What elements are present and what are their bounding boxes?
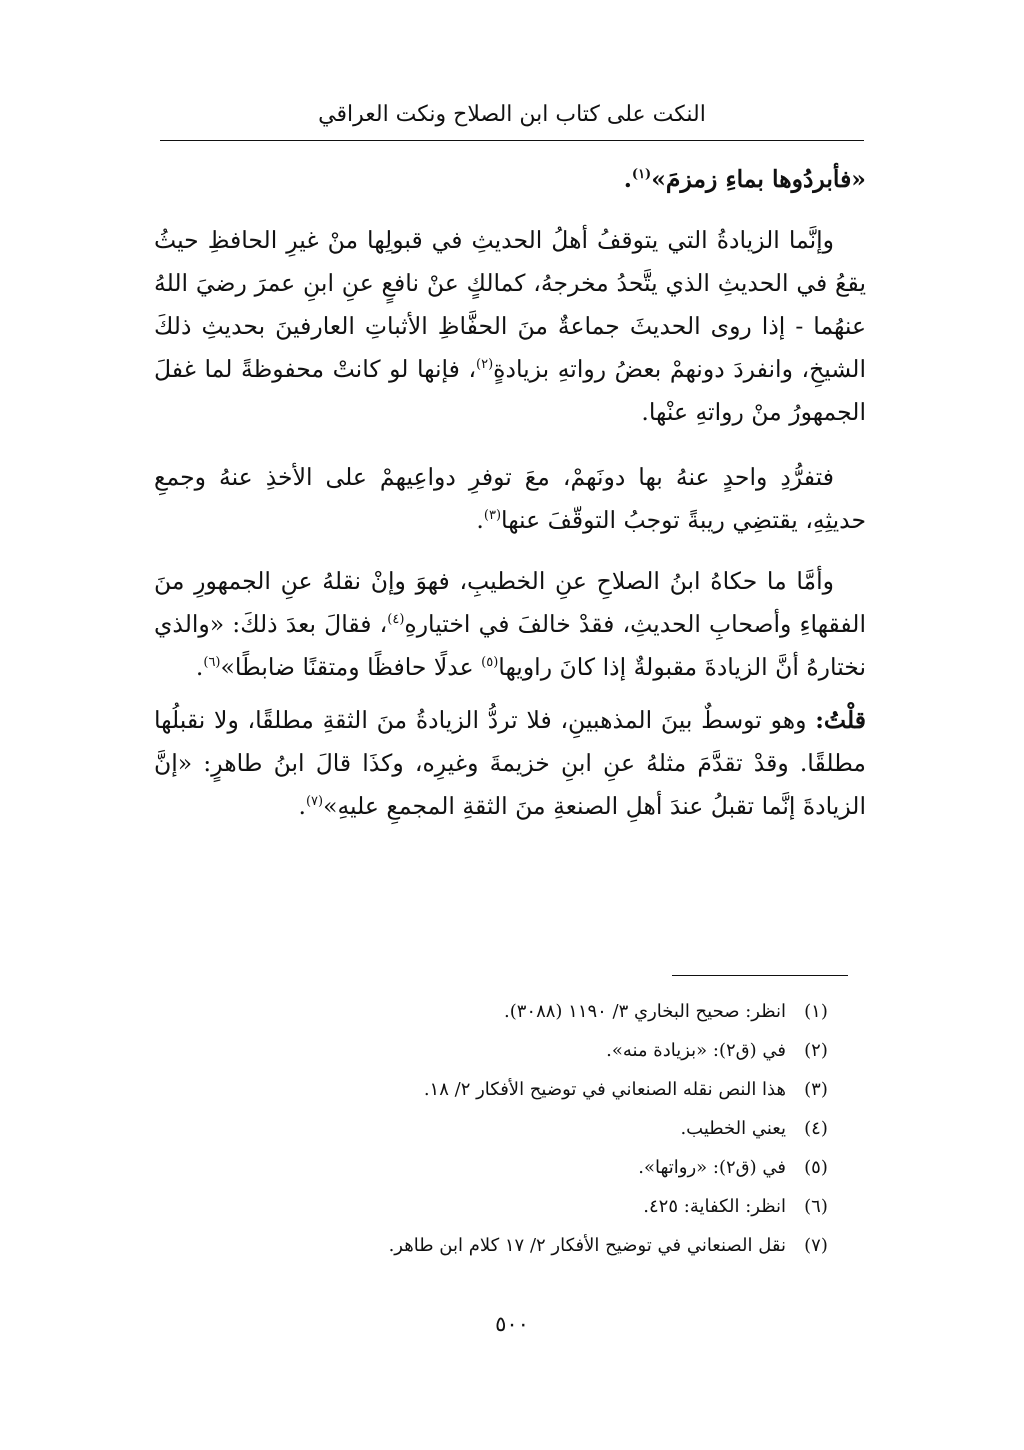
footnote-ref-6: (٦) [203,655,221,671]
footnote-item [154,1031,846,1070]
footnote-ref-3: (٣) [483,508,502,524]
paragraph-2-part-b: ، فإنها لو كانتْ محفوظةً لما غفلَ الجمهورُ منْ رواتهِ عنْها. [154,355,866,426]
footnote-number: (٧) [804,1235,828,1256]
hadith-quote: «فأبردُوها بماءِ زمزمَ» [651,165,866,193]
footnote-text: في (ق٢): «بزيادة منه». [606,1040,786,1061]
footnote-ref-5: (٥) [481,655,499,671]
paragraph-5-part-b: . [298,792,306,820]
footnote-item [154,992,846,1031]
paragraph-1-tail: . [623,165,632,193]
paragraph-5 [154,699,866,828]
footnote-ref-7: (٧) [305,794,324,810]
footnote-item [154,1187,846,1226]
paragraph-2 [154,219,866,434]
footnote-item [154,1226,846,1265]
paragraph-1 [154,158,866,201]
footnote-item [154,1070,846,1109]
paragraph-3-part-b: . [476,506,484,534]
footnote-number: (٥) [804,1157,828,1178]
footnote-number: (٤) [804,1118,828,1139]
paragraph-3-part-a: فتفرُّدِ واحدٍ عنهُ بها دونَهمْ، معَ توفرِ دواعِيهمْ على الأخذِ عنهُ وجمعِ حديثِهِ، يقتضِي ريبةً توجبُ التوقّفَ عنها [154,463,866,534]
paragraph-4-part-c: عدلًا حافظًا ومتقنًا ضابطًا» [220,653,482,681]
footnote-text: في (ق٢): «رواتها». [638,1157,786,1178]
footnote-number: (١) [804,1001,828,1022]
paragraph-5-part-a: وهو توسطٌ بينَ المذهبينِ، فلا تردُّ الزيادةُ منَ الثقةِ مطلقًا، ولا نقبلُها مطلقًا. وقدْ تقدَّمَ مثلهُ عنِ ابنِ خزيمةَ وغيرِه، وكذَا قالَ ابنُ طاهرٍ: «إنَّ الزيادةَ إنَّما تقبلُ عندَ أهلِ الصنعةِ منَ الثقةِ المجمعِ عليهِ» [154,706,866,820]
page-number: ٥٠٠ [495,1312,529,1336]
footnote-divider [672,975,848,976]
paragraph-5-lead: قلْتُ: [815,706,866,734]
running-header: النكت على كتاب ابن الصلاح ونكت العراقي [318,102,706,127]
paragraph-3 [154,456,866,542]
footnote-item [154,1148,846,1187]
paragraph-4 [154,560,866,689]
footnote-number: (٦) [804,1196,828,1217]
header-divider [160,140,864,141]
footnote-text: هذا النص نقله الصنعاني في توضيح الأفكار ٢/ ١٨. [423,1079,786,1100]
paragraph-4-part-d: . [195,653,204,681]
paragraph-4-part-b: ، فقالَ بعدَ ذلكَ: «والذي نختارهُ أنَّ الزيادةَ مقبولةٌ إذا كانَ راويها [154,610,866,681]
footnote-item [154,1109,846,1148]
footnotes-list [154,992,846,1265]
paragraph-4-part-a: وأمَّا ما حكاهُ ابنُ الصلاحِ عنِ الخطيبِ، فهوَ وإنْ نقلهُ عنِ الجمهورِ منَ الفقهاءِ وأصحابِ الحديثِ، فقدْ خالفَ في اختيارهِ [154,567,866,638]
footnote-number: (٢) [804,1040,828,1061]
footnote-ref-2: (٢) [476,357,494,373]
footnote-text: يعني الخطيب. [680,1118,786,1139]
footnote-text: نقل الصنعاني في توضيح الأفكار ٢/ ١٧ كلام ابن طاهر. [388,1235,786,1256]
footnote-number: (٣) [804,1079,828,1100]
footnote-ref-1: (١) [631,167,652,183]
main-text [154,158,866,828]
footnote-text: انظر: الكفاية: ٤٢٥. [643,1196,786,1217]
footnote-ref-4: (٤) [387,612,405,628]
footnote-text: انظر: صحيح البخاري ٣/ ١١٩٠ (٣٠٨٨). [503,1001,786,1022]
paragraph-2-part-a: وإنَّما الزيادةُ التي يتوقفُ أهلُ الحديثِ في قبولِها منْ غيرِ الحافظِ حيثُ يقعُ في الحديثِ الذي يتَّحدُ مخرجهُ، كمالكٍ عنْ نافعٍ عنِ ابنِ عمرَ رضيَ اللهُ عنهُما - إذا روى الحديثَ جماعةٌ منَ الحفَّاظِ الأثباتِ العارفينَ بحديثِ ذلكَ الشيخِ، وانفردَ دونهمْ بعضُ رواتهِ بزيادةٍ [154,226,866,383]
